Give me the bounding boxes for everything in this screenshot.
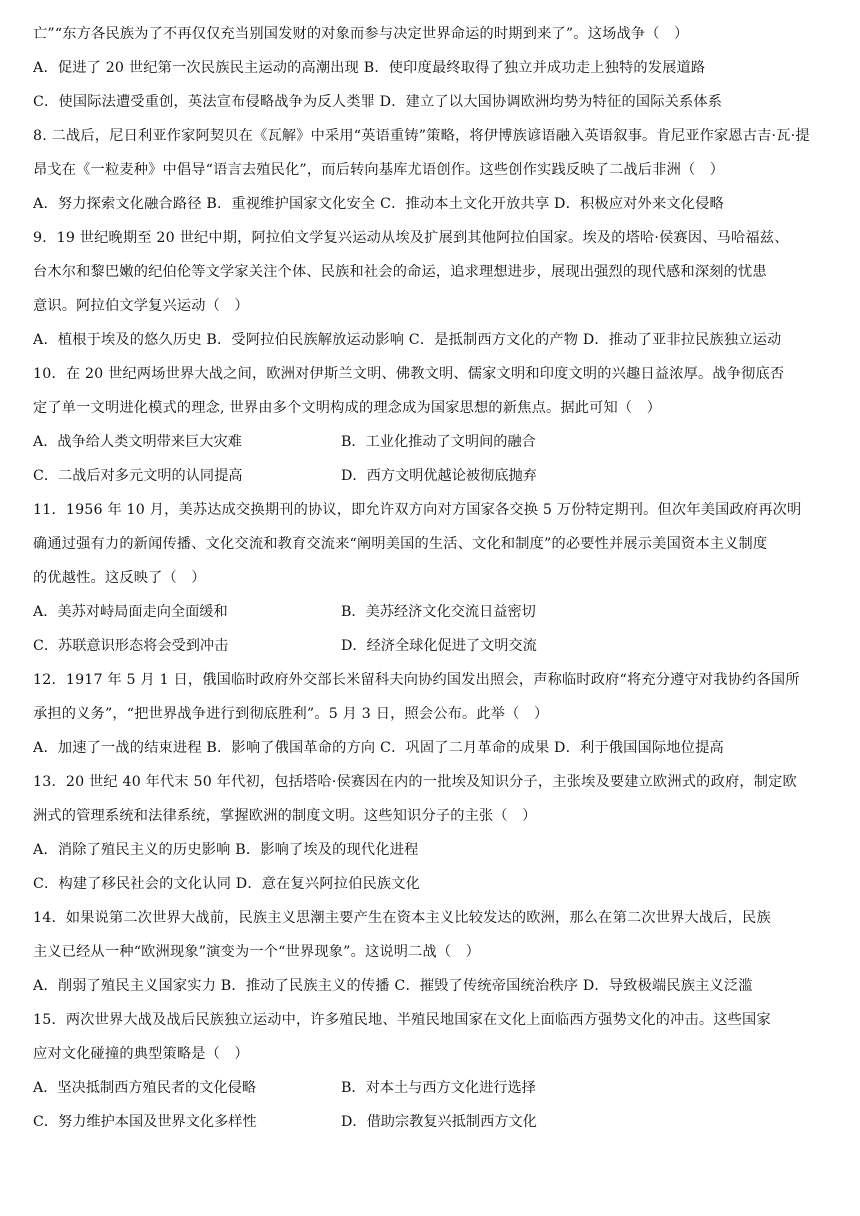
q15-options-row1 bbox=[33, 1071, 833, 1105]
q7-options-line2: C．使国际法遭受重创，英法宣布侵略战争为反人类罪 D．建立了以大国协调欧洲均势为特征的国际关系体系 bbox=[33, 94, 723, 110]
q14-stem-line1: 14．如果说第二次世界大战前，民族主义思潮主要产生在资本主义比较发达的欧洲，那么在第二次世界大战后，民族 bbox=[33, 910, 771, 926]
q15-option-b: B．对本土与西方文化进行选择 bbox=[341, 1080, 536, 1096]
q12-options: A．加速了一战的结束进程 B．影响了俄国革命的方向 C．巩固了二月革命的成果 D．利于俄国国际地位提高 bbox=[33, 740, 724, 756]
q10-options-row1 bbox=[33, 425, 833, 459]
q13-stem-line2: 洲式的管理系统和法律系统，掌握欧洲的制度文明。这些知识分子的主张（ ） bbox=[33, 808, 537, 824]
q11-option-c: C．苏联意识形态将会受到冲击 bbox=[33, 638, 229, 654]
q11-stem-line2: 确通过强有力的新闻传播、文化交流和教育交流来“阐明美国的生活、文化和制度”的必要性并展示美国资本主义制度 bbox=[33, 536, 768, 552]
q15-stem-line2: 应对文化碰撞的典型策略是（ ） bbox=[33, 1046, 249, 1062]
q13-stem-line1: 13．20 世纪 40 年代末 50 年代初，包括塔哈·侯赛因在内的一批埃及知识分子，主张埃及要建立欧洲式的政府，制定欧 bbox=[33, 774, 797, 790]
q9-stem-line2: 台木尔和黎巴嫩的纪伯伦等文学家关注个体、民族和社会的命运，追求理想进步，展现出强烈的现代感和深刻的忧患 bbox=[33, 264, 767, 280]
q11-options-row2 bbox=[33, 629, 833, 663]
q11-option-a: A．美苏对峙局面走向全面缓和 bbox=[33, 604, 228, 620]
q15-options-row2 bbox=[33, 1105, 833, 1139]
q10-stem-line2: 定了单一文明进化模式的理念, 世界由多个文明构成的理念成为国家思想的新焦点。据此可知（ ） bbox=[33, 400, 662, 416]
q11-stem-line1: 11．1956 年 10 月，美苏达成交换期刊的协议，即允许双方向对方国家各交换 5 万份特定期刊。但次年美国政府再次明 bbox=[33, 502, 802, 518]
q9-stem-line1: 9．19 世纪晚期至 20 世纪中期，阿拉伯文学复兴运动从埃及扩展到其他阿拉伯国家。埃及的塔哈·侯赛因、马哈福兹、 bbox=[33, 230, 789, 246]
q10-option-d: D．西方文明优越论被彻底抛弃 bbox=[341, 468, 537, 484]
q11-option-d: D．经济全球化促进了文明交流 bbox=[341, 638, 537, 654]
q13-options-line1: A．消除了殖民主义的历史影响 B．影响了埃及的现代化进程 bbox=[33, 842, 419, 858]
q8-stem-line1: 8. 二战后，尼日利亚作家阿契贝在《瓦解》中采用“英语重铸”策略，将伊博族谚语融入英语叙事。肯尼亚作家恩古吉·瓦·提 bbox=[33, 128, 810, 144]
q15-option-a: A．坚决抵制西方殖民者的文化侵略 bbox=[33, 1080, 257, 1096]
q9-stem-line3: 意识。阿拉伯文学复兴运动（ ） bbox=[33, 298, 249, 314]
q14-options: A．削弱了殖民主义国家实力 B．推动了民族主义的传播 C．摧毁了传统帝国统治秩序 D．导致极端民族主义泛滥 bbox=[33, 978, 753, 994]
q8-stem-line2: 昂戈在《一粒麦种》中倡导“语言去殖民化”，而后转向基库尤语创作。这些创作实践反映了二战后非洲（ ） bbox=[33, 162, 725, 178]
q15-stem-line1: 15．两次世界大战及战后民族独立运动中，许多殖民地、半殖民地国家在文化上面临西方强势文化的冲击。这些国家 bbox=[33, 1012, 771, 1028]
q10-option-c: C．二战后对多元文明的认同提高 bbox=[33, 468, 243, 484]
q13-options-line2: C．构建了移民社会的文化认同 D．意在复兴阿拉伯民族文化 bbox=[33, 876, 421, 892]
q14-stem-line2: 主义已经从一种“欧洲现象”演变为一个“世界现象”。这说明二战（ ） bbox=[33, 944, 481, 960]
exam-page bbox=[33, 17, 833, 1139]
q7-stem-tail: 亡”“东方各民族为了不再仅仅充当别国发财的对象而参与决定世界命运的时期到来了”。这场战争（ ） bbox=[33, 26, 689, 42]
q10-option-b: B．工业化推动了文明间的融合 bbox=[341, 434, 536, 450]
q10-options-row2 bbox=[33, 459, 833, 493]
q9-options: A．植根于埃及的悠久历史 B．受阿拉伯民族解放运动影响 C．是抵制西方文化的产物 D．推动了亚非拉民族独立运动 bbox=[33, 332, 782, 348]
q12-stem-line2: 承担的义务”，“把世界战争进行到彻底胜利”。5 月 3 日，照会公布。此举（ ） bbox=[33, 706, 549, 722]
q11-stem-line3: 的优越性。这反映了（ ） bbox=[33, 570, 206, 586]
q11-options-row1 bbox=[33, 595, 833, 629]
q15-option-d: D．借助宗教复兴抵制西方文化 bbox=[341, 1114, 537, 1130]
q8-options: A．努力探索文化融合路径 B．重视维护国家文化安全 C．推动本土文化开放共享 D．积极应对外来文化侵略 bbox=[33, 196, 724, 212]
q12-stem-line1: 12．1917 年 5 月 1 日，俄国临时政府外交部长米留科夫向协约国发出照会，声称临时政府“将充分遵守对我协约各国所 bbox=[33, 672, 800, 688]
q10-stem-line1: 10．在 20 世纪两场世界大战之间，欧洲对伊斯兰文明、佛教文明、儒家文明和印度文明的兴趣日益浓厚。战争彻底否 bbox=[33, 366, 785, 382]
q10-option-a: A．战争给人类文明带来巨大灾难 bbox=[33, 434, 242, 450]
q15-option-c: C．努力维护本国及世界文化多样性 bbox=[33, 1114, 257, 1130]
q7-options-line1: A．促进了 20 世纪第一次民族民主运动的高潮出现 B．使印度最终取得了独立并成功走上独特的发展道路 bbox=[33, 60, 706, 76]
q11-option-b: B．美苏经济文化交流日益密切 bbox=[341, 604, 536, 620]
